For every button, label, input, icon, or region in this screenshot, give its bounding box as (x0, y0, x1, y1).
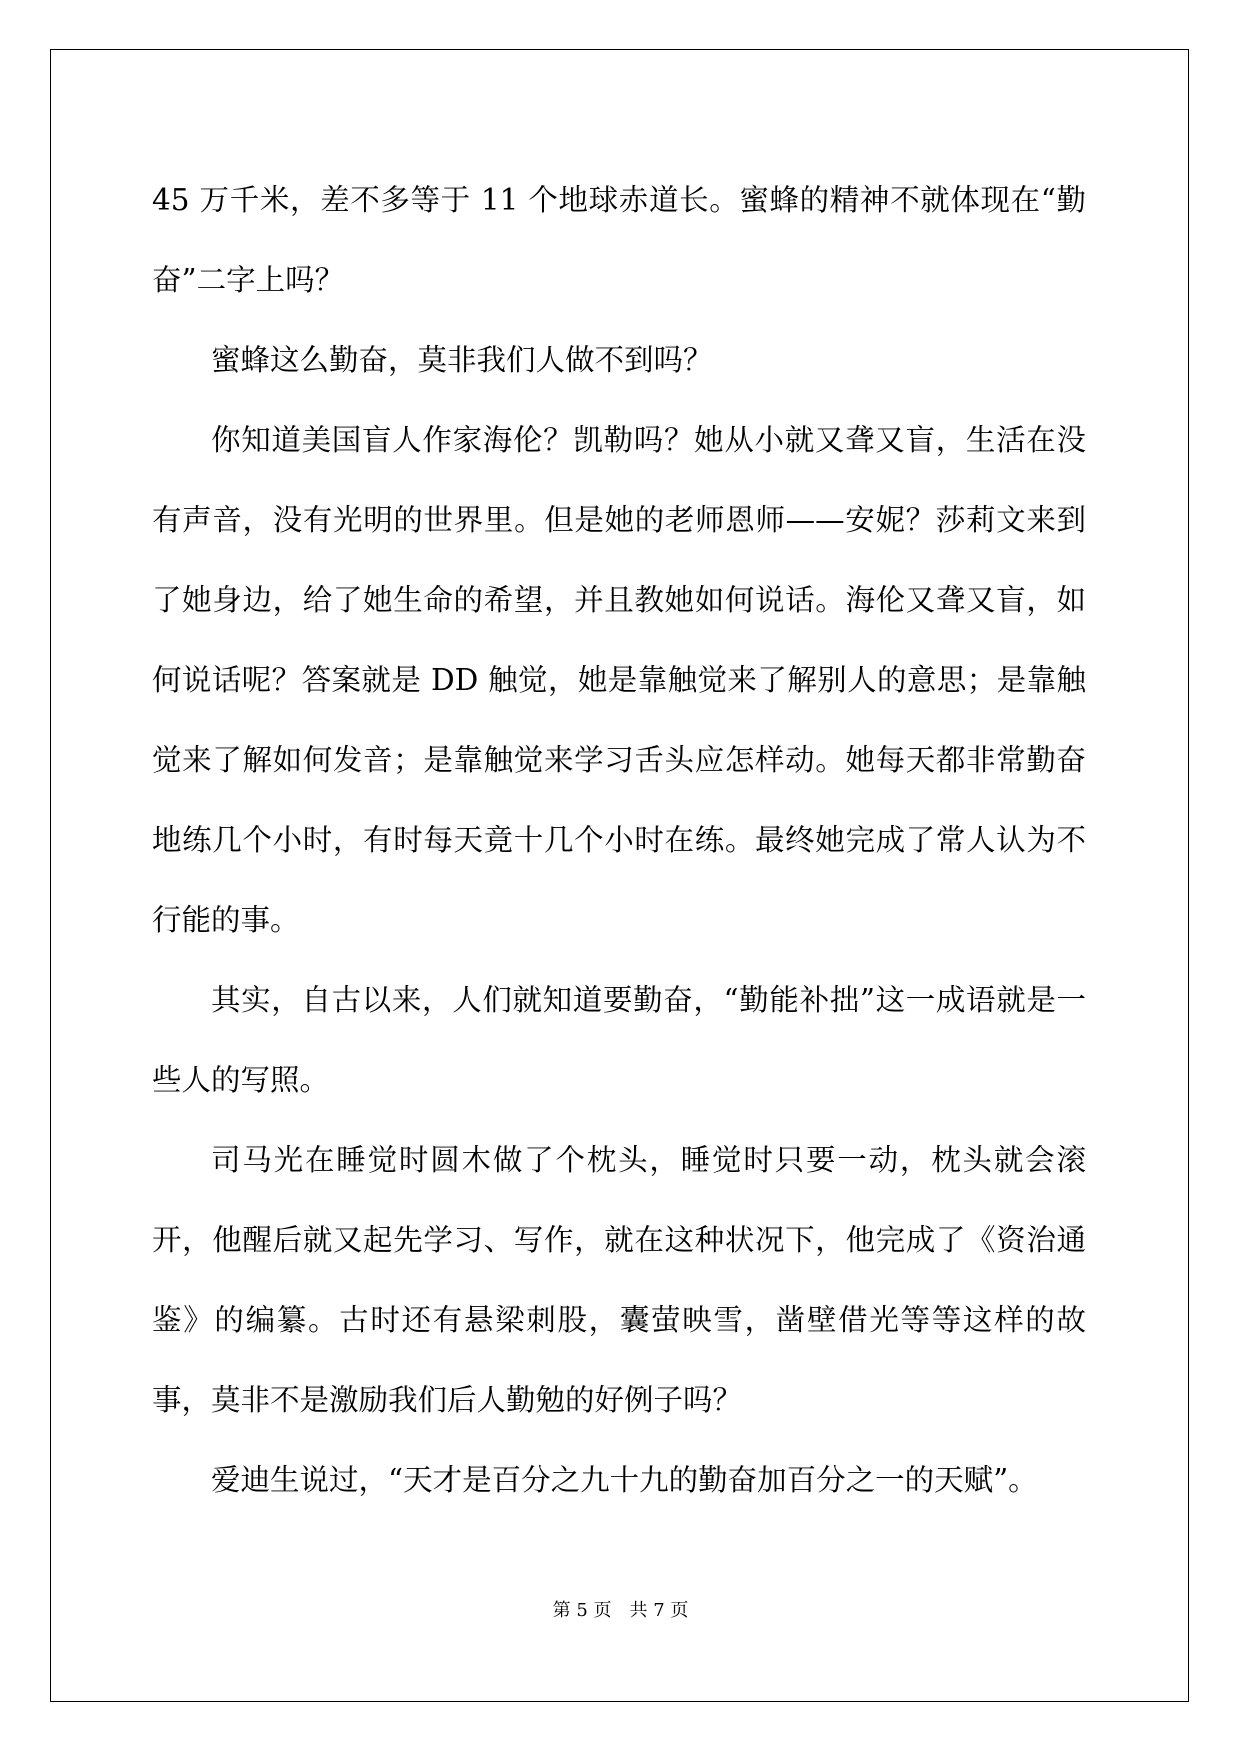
paragraph: 45 万千米，差不多等于 11 个地球赤道长。蜜蜂的精神不就体现在“勤奋”二字上吗？ (152, 183, 1086, 297)
page-total: 共 7 页 (629, 1600, 689, 1621)
paragraph: 蜜蜂这么勤奋，莫非我们人做不到吗？ (211, 343, 713, 377)
page-number: 第 5 页 (552, 1600, 612, 1621)
paragraph: 司马光在睡觉时圆木做了个枕头，睡觉时只要一动，枕头就会滚开，他醒后就又起先学习、写作，就在这种状况下，他完成了《资治通鉴》的编纂。古时还有悬梁刺股，囊萤映雪，凿壁借光等等这样的故事，莫非不是激励我们后人勤勉的好例子吗？ (152, 1143, 1086, 1417)
paragraph: 其实，自古以来，人们就知道要勤奋，“勤能补拙”这一成语就是一些人的写照。 (152, 983, 1086, 1097)
paragraph: 你知道美国盲人作家海伦？凯勒吗？她从小就又聋又盲，生活在没有声音，没有光明的世界里。但是她的老师恩师——安妮？莎莉文来到了她身边，给了她生命的希望，并且教她如何说话。海伦又聋又盲，如何说话呢？答案就是 DD 触觉，她是靠触觉来了解别人的意思；是靠触觉来了解如何发音；是靠触觉来学习舌头应怎样动。她每天都非常勤奋地练几个小时，有时每天竟十几个小时在练。最终她完成了常人认为不行能的事。 (152, 423, 1086, 937)
page-footer (0, 1596, 1241, 1622)
paragraph: 爱迪生说过，“天才是百分之九十九的勤奋加百分之一的天赋”。 (211, 1463, 1038, 1497)
document-body (152, 160, 1086, 1520)
